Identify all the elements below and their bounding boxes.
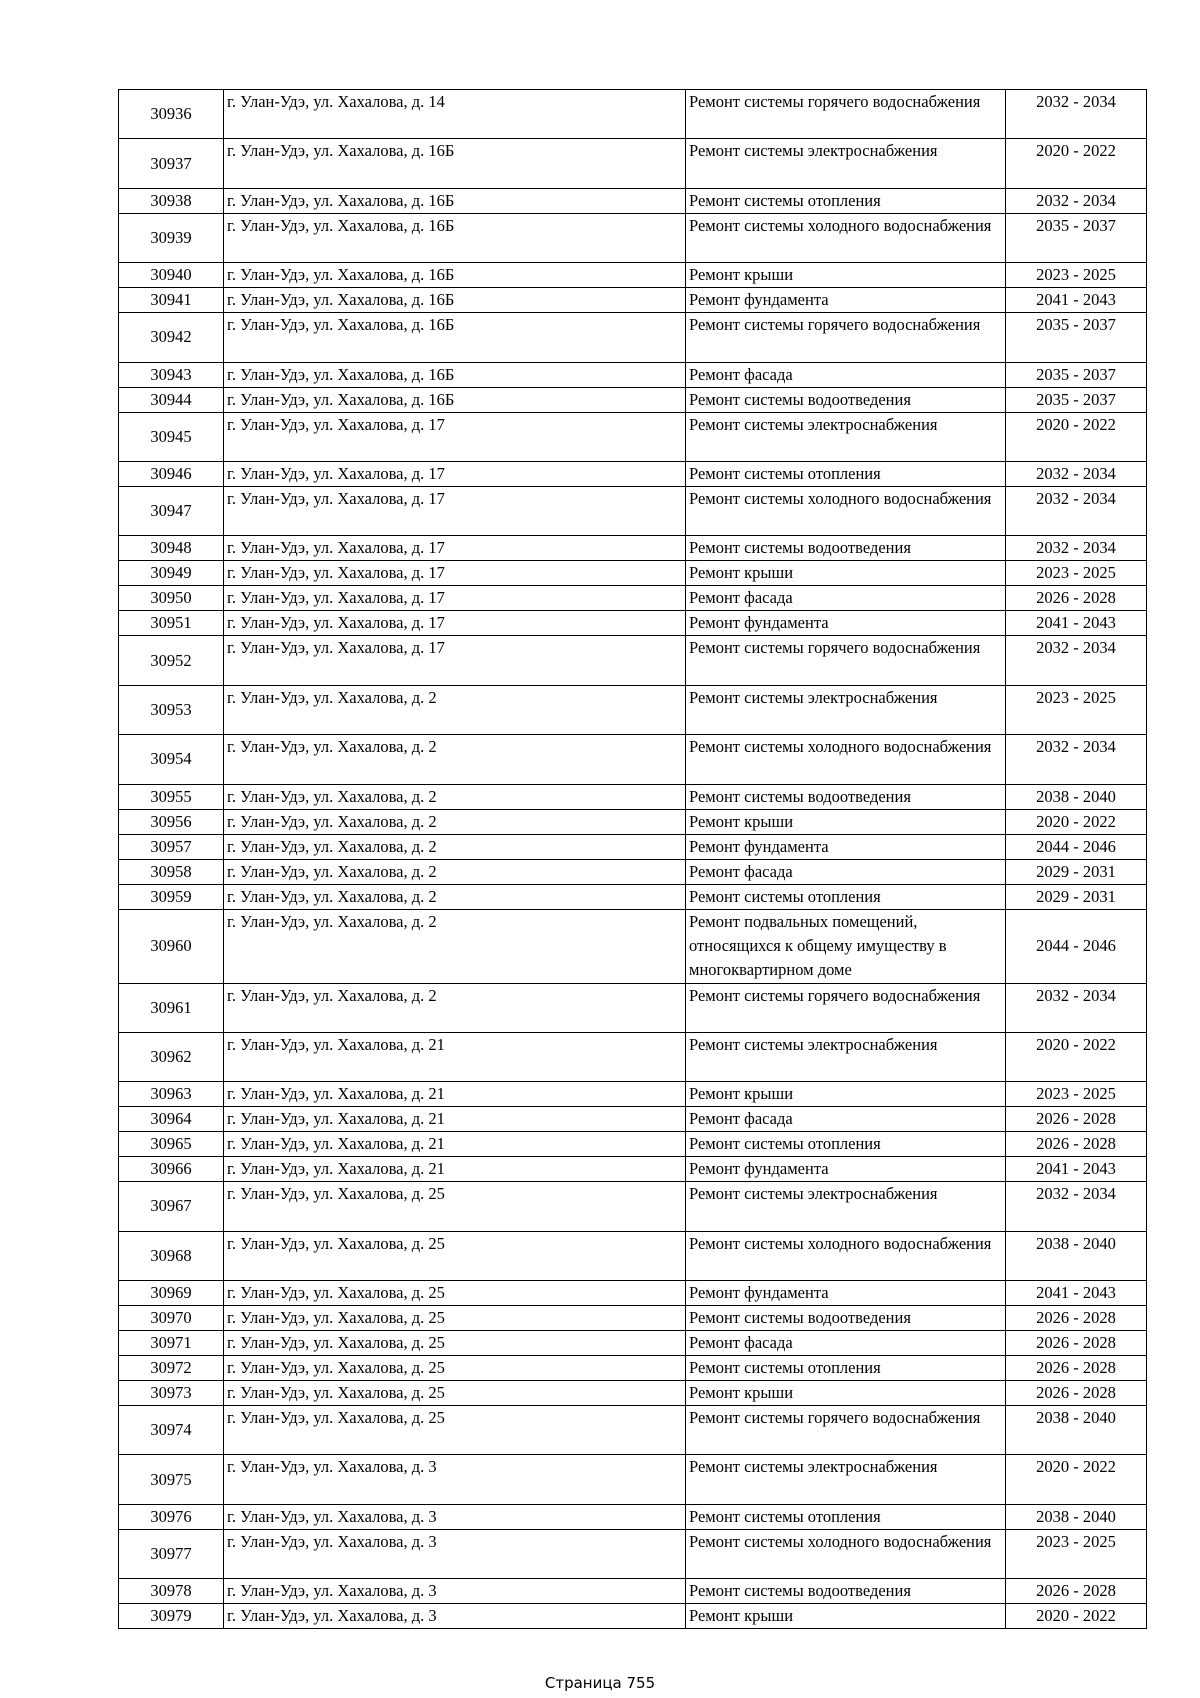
- work-type-cell: Ремонт системы холодного водоснабжения: [686, 486, 1006, 535]
- row-number-cell: 30974: [119, 1406, 224, 1455]
- address-cell: г. Улан-Удэ, ул. Хахалова, д. 25: [224, 1231, 686, 1280]
- table-row: [119, 412, 1147, 461]
- address-cell: г. Улан-Удэ, ул. Хахалова, д. 16Б: [224, 313, 686, 362]
- table-row: [119, 536, 1147, 561]
- table-row: [119, 1182, 1147, 1231]
- address-cell: г. Улан-Удэ, ул. Хахалова, д. 2: [224, 834, 686, 859]
- address-cell: г. Улан-Удэ, ул. Хахалова, д. 16Б: [224, 362, 686, 387]
- row-number-cell: 30956: [119, 809, 224, 834]
- table-row: [119, 1356, 1147, 1381]
- table-row: [119, 884, 1147, 909]
- row-number-cell: 30940: [119, 263, 224, 288]
- period-cell: 2032 - 2034: [1006, 461, 1147, 486]
- address-cell: г. Улан-Удэ, ул. Хахалова, д. 3: [224, 1529, 686, 1578]
- row-number-cell: 30958: [119, 859, 224, 884]
- work-type-cell: Ремонт системы холодного водоснабжения: [686, 213, 1006, 262]
- period-cell: 2041 - 2043: [1006, 288, 1147, 313]
- period-cell: 2023 - 2025: [1006, 1529, 1147, 1578]
- work-type-cell: Ремонт фундамента: [686, 1157, 1006, 1182]
- period-cell: 2032 - 2034: [1006, 1182, 1147, 1231]
- table-row: [119, 1132, 1147, 1157]
- work-type-cell: Ремонт системы горячего водоснабжения: [686, 90, 1006, 139]
- address-cell: г. Улан-Удэ, ул. Хахалова, д. 2: [224, 784, 686, 809]
- table-row: [119, 784, 1147, 809]
- address-cell: г. Улан-Удэ, ул. Хахалова, д. 2: [224, 859, 686, 884]
- table-row: [119, 1107, 1147, 1132]
- period-cell: 2020 - 2022: [1006, 809, 1147, 834]
- row-number-cell: 30967: [119, 1182, 224, 1231]
- table-row: [119, 1529, 1147, 1578]
- period-cell: 2026 - 2028: [1006, 1306, 1147, 1331]
- row-number-cell: 30961: [119, 983, 224, 1032]
- period-cell: 2032 - 2034: [1006, 188, 1147, 213]
- table-row: [119, 611, 1147, 636]
- table-row: [119, 1281, 1147, 1306]
- period-cell: 2041 - 2043: [1006, 1157, 1147, 1182]
- work-type-cell: Ремонт системы отопления: [686, 1132, 1006, 1157]
- row-number-cell: 30955: [119, 784, 224, 809]
- table-row: [119, 1455, 1147, 1504]
- row-number-cell: 30949: [119, 561, 224, 586]
- period-cell: 2020 - 2022: [1006, 1032, 1147, 1081]
- row-number-cell: 30948: [119, 536, 224, 561]
- period-cell: 2029 - 2031: [1006, 859, 1147, 884]
- row-number-cell: 30964: [119, 1107, 224, 1132]
- period-cell: 2023 - 2025: [1006, 263, 1147, 288]
- row-number-cell: 30957: [119, 834, 224, 859]
- table-row: [119, 983, 1147, 1032]
- table-body: [119, 90, 1147, 1629]
- work-type-cell: Ремонт системы горячего водоснабжения: [686, 636, 1006, 685]
- table-row: [119, 561, 1147, 586]
- row-number-cell: 30941: [119, 288, 224, 313]
- row-number-cell: 30968: [119, 1231, 224, 1280]
- address-cell: г. Улан-Удэ, ул. Хахалова, д. 3: [224, 1604, 686, 1629]
- work-type-cell: Ремонт системы отопления: [686, 188, 1006, 213]
- period-cell: 2020 - 2022: [1006, 1455, 1147, 1504]
- address-cell: г. Улан-Удэ, ул. Хахалова, д. 16Б: [224, 188, 686, 213]
- address-cell: г. Улан-Удэ, ул. Хахалова, д. 17: [224, 461, 686, 486]
- row-number-cell: 30960: [119, 909, 224, 983]
- work-type-cell: Ремонт фасада: [686, 1107, 1006, 1132]
- period-cell: 2032 - 2034: [1006, 983, 1147, 1032]
- work-type-cell: Ремонт системы холодного водоснабжения: [686, 1231, 1006, 1280]
- row-number-cell: 30959: [119, 884, 224, 909]
- row-number-cell: 30973: [119, 1381, 224, 1406]
- work-type-cell: Ремонт системы электроснабжения: [686, 685, 1006, 734]
- row-number-cell: 30938: [119, 188, 224, 213]
- work-type-cell: Ремонт крыши: [686, 561, 1006, 586]
- period-cell: 2044 - 2046: [1006, 909, 1147, 983]
- work-type-cell: Ремонт системы электроснабжения: [686, 1455, 1006, 1504]
- table-row: [119, 486, 1147, 535]
- address-cell: г. Улан-Удэ, ул. Хахалова, д. 2: [224, 983, 686, 1032]
- row-number-cell: 30944: [119, 387, 224, 412]
- period-cell: 2032 - 2034: [1006, 536, 1147, 561]
- table-row: [119, 139, 1147, 188]
- period-cell: 2026 - 2028: [1006, 1381, 1147, 1406]
- period-cell: 2020 - 2022: [1006, 139, 1147, 188]
- address-cell: г. Улан-Удэ, ул. Хахалова, д. 2: [224, 735, 686, 784]
- period-cell: 2023 - 2025: [1006, 561, 1147, 586]
- row-number-cell: 30952: [119, 636, 224, 685]
- address-cell: г. Улан-Удэ, ул. Хахалова, д. 21: [224, 1132, 686, 1157]
- table-row: [119, 1381, 1147, 1406]
- address-cell: г. Улан-Удэ, ул. Хахалова, д. 21: [224, 1107, 686, 1132]
- period-cell: 2035 - 2037: [1006, 313, 1147, 362]
- address-cell: г. Улан-Удэ, ул. Хахалова, д. 3: [224, 1579, 686, 1604]
- period-cell: 2044 - 2046: [1006, 834, 1147, 859]
- work-type-cell: Ремонт крыши: [686, 263, 1006, 288]
- table-row: [119, 288, 1147, 313]
- work-type-cell: Ремонт фасада: [686, 859, 1006, 884]
- period-cell: 2026 - 2028: [1006, 1356, 1147, 1381]
- table-row: [119, 461, 1147, 486]
- row-number-cell: 30976: [119, 1504, 224, 1529]
- period-cell: 2026 - 2028: [1006, 586, 1147, 611]
- work-type-cell: Ремонт системы водоотведения: [686, 784, 1006, 809]
- address-cell: г. Улан-Удэ, ул. Хахалова, д. 16Б: [224, 387, 686, 412]
- address-cell: г. Улан-Удэ, ул. Хахалова, д. 25: [224, 1182, 686, 1231]
- work-type-cell: Ремонт подвальных помещений, относящихся к общему имуществу в многоквартирном доме: [686, 909, 1006, 983]
- work-type-cell: Ремонт системы водоотведения: [686, 1579, 1006, 1604]
- address-cell: г. Улан-Удэ, ул. Хахалова, д. 21: [224, 1157, 686, 1182]
- address-cell: г. Улан-Удэ, ул. Хахалова, д. 3: [224, 1504, 686, 1529]
- row-number-cell: 30963: [119, 1082, 224, 1107]
- work-type-cell: Ремонт фасада: [686, 1331, 1006, 1356]
- work-type-cell: Ремонт крыши: [686, 1381, 1006, 1406]
- table-row: [119, 1604, 1147, 1629]
- work-type-cell: Ремонт системы горячего водоснабжения: [686, 313, 1006, 362]
- table-row: [119, 909, 1147, 983]
- address-cell: г. Улан-Удэ, ул. Хахалова, д. 21: [224, 1082, 686, 1107]
- table-row: [119, 859, 1147, 884]
- address-cell: г. Улан-Удэ, ул. Хахалова, д. 25: [224, 1281, 686, 1306]
- period-cell: 2032 - 2034: [1006, 735, 1147, 784]
- table-row: [119, 1306, 1147, 1331]
- address-cell: г. Улан-Удэ, ул. Хахалова, д. 17: [224, 636, 686, 685]
- row-number-cell: 30953: [119, 685, 224, 734]
- period-cell: 2026 - 2028: [1006, 1132, 1147, 1157]
- table-row: [119, 1231, 1147, 1280]
- table-row: [119, 213, 1147, 262]
- work-type-cell: Ремонт системы отопления: [686, 1356, 1006, 1381]
- row-number-cell: 30972: [119, 1356, 224, 1381]
- period-cell: 2020 - 2022: [1006, 1604, 1147, 1629]
- work-type-cell: Ремонт системы электроснабжения: [686, 1182, 1006, 1231]
- period-cell: 2035 - 2037: [1006, 213, 1147, 262]
- table-row: [119, 735, 1147, 784]
- address-cell: г. Улан-Удэ, ул. Хахалова, д. 16Б: [224, 213, 686, 262]
- table-row: [119, 1032, 1147, 1081]
- work-type-cell: Ремонт системы отопления: [686, 884, 1006, 909]
- table-row: [119, 636, 1147, 685]
- work-type-cell: Ремонт фундамента: [686, 611, 1006, 636]
- table-row: [119, 387, 1147, 412]
- address-cell: г. Улан-Удэ, ул. Хахалова, д. 2: [224, 884, 686, 909]
- work-type-cell: Ремонт фундамента: [686, 288, 1006, 313]
- row-number-cell: 30950: [119, 586, 224, 611]
- work-type-cell: Ремонт системы электроснабжения: [686, 139, 1006, 188]
- table-row: [119, 188, 1147, 213]
- period-cell: 2020 - 2022: [1006, 412, 1147, 461]
- address-cell: г. Улан-Удэ, ул. Хахалова, д. 17: [224, 611, 686, 636]
- repair-schedule-table: [118, 89, 1147, 1629]
- row-number-cell: 30971: [119, 1331, 224, 1356]
- work-type-cell: Ремонт системы водоотведения: [686, 1306, 1006, 1331]
- address-cell: г. Улан-Удэ, ул. Хахалова, д. 25: [224, 1356, 686, 1381]
- period-cell: 2041 - 2043: [1006, 1281, 1147, 1306]
- work-type-cell: Ремонт системы электроснабжения: [686, 1032, 1006, 1081]
- table-row: [119, 586, 1147, 611]
- period-cell: 2032 - 2034: [1006, 636, 1147, 685]
- work-type-cell: Ремонт системы водоотведения: [686, 536, 1006, 561]
- period-cell: 2026 - 2028: [1006, 1331, 1147, 1356]
- address-cell: г. Улан-Удэ, ул. Хахалова, д. 17: [224, 412, 686, 461]
- work-type-cell: Ремонт фундамента: [686, 1281, 1006, 1306]
- table-row: [119, 1157, 1147, 1182]
- row-number-cell: 30962: [119, 1032, 224, 1081]
- table-row: [119, 362, 1147, 387]
- work-type-cell: Ремонт системы горячего водоснабжения: [686, 1406, 1006, 1455]
- row-number-cell: 30947: [119, 486, 224, 535]
- period-cell: 2029 - 2031: [1006, 884, 1147, 909]
- work-type-cell: Ремонт системы горячего водоснабжения: [686, 983, 1006, 1032]
- address-cell: г. Улан-Удэ, ул. Хахалова, д. 16Б: [224, 263, 686, 288]
- table-row: [119, 1579, 1147, 1604]
- period-cell: 2035 - 2037: [1006, 387, 1147, 412]
- row-number-cell: 30979: [119, 1604, 224, 1629]
- address-cell: г. Улан-Удэ, ул. Хахалова, д. 25: [224, 1406, 686, 1455]
- row-number-cell: 30937: [119, 139, 224, 188]
- address-cell: г. Улан-Удэ, ул. Хахалова, д. 3: [224, 1455, 686, 1504]
- work-type-cell: Ремонт фасада: [686, 362, 1006, 387]
- period-cell: 2038 - 2040: [1006, 784, 1147, 809]
- address-cell: г. Улан-Удэ, ул. Хахалова, д. 16Б: [224, 139, 686, 188]
- row-number-cell: 30939: [119, 213, 224, 262]
- row-number-cell: 30978: [119, 1579, 224, 1604]
- table-row: [119, 685, 1147, 734]
- table-row: [119, 1331, 1147, 1356]
- address-cell: г. Улан-Удэ, ул. Хахалова, д. 16Б: [224, 288, 686, 313]
- row-number-cell: 30942: [119, 313, 224, 362]
- address-cell: г. Улан-Удэ, ул. Хахалова, д. 25: [224, 1306, 686, 1331]
- table-row: [119, 90, 1147, 139]
- work-type-cell: Ремонт системы водоотведения: [686, 387, 1006, 412]
- table-row: [119, 1504, 1147, 1529]
- page-number: Страница 755: [544, 1674, 656, 1692]
- period-cell: 2023 - 2025: [1006, 1082, 1147, 1107]
- work-type-cell: Ремонт системы электроснабжения: [686, 412, 1006, 461]
- work-type-cell: Ремонт системы отопления: [686, 1504, 1006, 1529]
- period-cell: 2038 - 2040: [1006, 1406, 1147, 1455]
- row-number-cell: 30966: [119, 1157, 224, 1182]
- row-number-cell: 30969: [119, 1281, 224, 1306]
- row-number-cell: 30970: [119, 1306, 224, 1331]
- address-cell: г. Улан-Удэ, ул. Хахалова, д. 25: [224, 1381, 686, 1406]
- period-cell: 2026 - 2028: [1006, 1579, 1147, 1604]
- table-row: [119, 834, 1147, 859]
- work-type-cell: Ремонт крыши: [686, 1082, 1006, 1107]
- table-row: [119, 1082, 1147, 1107]
- period-cell: 2035 - 2037: [1006, 362, 1147, 387]
- row-number-cell: 30977: [119, 1529, 224, 1578]
- address-cell: г. Улан-Удэ, ул. Хахалова, д. 14: [224, 90, 686, 139]
- table-row: [119, 1406, 1147, 1455]
- row-number-cell: 30975: [119, 1455, 224, 1504]
- address-cell: г. Улан-Удэ, ул. Хахалова, д. 17: [224, 561, 686, 586]
- address-cell: г. Улан-Удэ, ул. Хахалова, д. 17: [224, 536, 686, 561]
- work-type-cell: Ремонт крыши: [686, 1604, 1006, 1629]
- work-type-cell: Ремонт фундамента: [686, 834, 1006, 859]
- row-number-cell: 30936: [119, 90, 224, 139]
- table-row: [119, 263, 1147, 288]
- address-cell: г. Улан-Удэ, ул. Хахалова, д. 2: [224, 809, 686, 834]
- work-type-cell: Ремонт крыши: [686, 809, 1006, 834]
- period-cell: 2023 - 2025: [1006, 685, 1147, 734]
- address-cell: г. Улан-Удэ, ул. Хахалова, д. 2: [224, 685, 686, 734]
- row-number-cell: 30946: [119, 461, 224, 486]
- work-type-cell: Ремонт системы холодного водоснабжения: [686, 1529, 1006, 1578]
- work-type-cell: Ремонт системы холодного водоснабжения: [686, 735, 1006, 784]
- address-cell: г. Улан-Удэ, ул. Хахалова, д. 21: [224, 1032, 686, 1081]
- row-number-cell: 30951: [119, 611, 224, 636]
- row-number-cell: 30943: [119, 362, 224, 387]
- period-cell: 2032 - 2034: [1006, 90, 1147, 139]
- period-cell: 2032 - 2034: [1006, 486, 1147, 535]
- period-cell: 2041 - 2043: [1006, 611, 1147, 636]
- address-cell: г. Улан-Удэ, ул. Хахалова, д. 17: [224, 486, 686, 535]
- row-number-cell: 30954: [119, 735, 224, 784]
- table-row: [119, 313, 1147, 362]
- table-row: [119, 809, 1147, 834]
- address-cell: г. Улан-Удэ, ул. Хахалова, д. 17: [224, 586, 686, 611]
- period-cell: 2026 - 2028: [1006, 1107, 1147, 1132]
- address-cell: г. Улан-Удэ, ул. Хахалова, д. 25: [224, 1331, 686, 1356]
- work-type-cell: Ремонт фасада: [686, 586, 1006, 611]
- address-cell: г. Улан-Удэ, ул. Хахалова, д. 2: [224, 909, 686, 983]
- period-cell: 2038 - 2040: [1006, 1504, 1147, 1529]
- period-cell: 2038 - 2040: [1006, 1231, 1147, 1280]
- row-number-cell: 30945: [119, 412, 224, 461]
- row-number-cell: 30965: [119, 1132, 224, 1157]
- work-type-cell: Ремонт системы отопления: [686, 461, 1006, 486]
